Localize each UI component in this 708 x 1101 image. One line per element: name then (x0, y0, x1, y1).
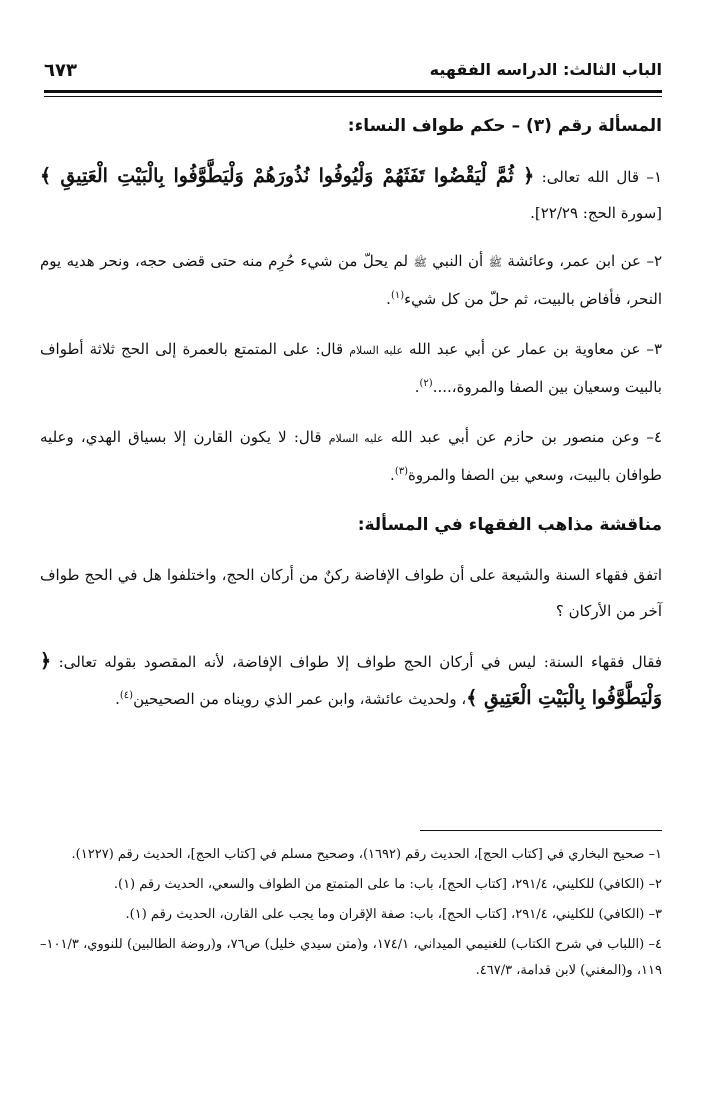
quran-verse: ﴿ وَلْيَطَّوَّفُوا بِالْبَيْتِ الْعَتِيقِ ﴾ (40, 650, 662, 709)
footnote-ref-4: (٤) (119, 690, 134, 701)
footnotes (40, 842, 662, 988)
item-4-text-a: ٤– وعن منصور بن حازم عن أبي عبد الله (383, 428, 662, 446)
evidence-item-1 (40, 158, 662, 231)
consensus-paragraph: اتفق فقهاء السنة والشيعة على أن طواف الإفاضة ركنٌ من أركان الحج، واختلفوا هل في الحج طواف آخر من الأركان ؟ (40, 566, 662, 620)
item-3-end: . (414, 378, 420, 396)
chapter-title: الباب الثالث: الدراسه الفقهيه (429, 60, 662, 79)
item-4-end: . (390, 466, 395, 484)
page-body (40, 108, 662, 731)
para-2-text-a: فقال فقهاء السنة: ليس في أركان الحج طواف إلا طواف الإفاضة، لأنه المقصود بقوله تعالى: (51, 653, 662, 671)
evidence-item-2 (40, 243, 662, 317)
page-header (44, 58, 662, 88)
footnote-separator (420, 830, 662, 831)
item-4-text-b: قال: لا يكون القارن إلا بسياق الهدي، وعليه طوافان بالبيت، وسعي بين الصفا والمروة (40, 428, 662, 484)
item-2-text-b: أن النبي (426, 252, 489, 270)
item-1-prefix: ١– قال الله تعالى: (534, 168, 662, 186)
item-2-text-c: لم يحلّ من شيء حُرِم منه حتى قضى حجه، ونحر هديه يوم النحر، فأفاض بالبيت، ثم حلّ من كل شيء (40, 252, 662, 308)
item-3-text-a: ٣– عن معاوية بن عمار عن أبي عبد الله (403, 340, 662, 358)
salutation-mark: ﷺ (488, 256, 502, 269)
footnote-1: ١– صحيح البخاري في [كتاب الحج]، الحديث رقم (١٦٩٢)، وصحيح مسلم في [كتاب الحج]، الحديث رقم (١٢٢٧). (71, 847, 662, 862)
item-2-end: . (386, 290, 391, 308)
footnote-3: ٣– (الكافي) للكليني، ٢٩١/٤، [كتاب الحج]، باب: صفة الإقران وما يجب على القارن، الحديث رقم (١). (125, 907, 662, 922)
salutation-mark: عليه السلام (328, 432, 384, 445)
item-3-text-b: قال: على المتمتع بالعمرة إلى الحج ثلاثة أطواف بالبيت وسعيان بين الصفا والمروة،.... (40, 340, 662, 396)
footnote-4: ٤– (اللباب في شرح الكتاب) للغنيمي الميداني، ١٧٤/١، و(متن سيدي خليل) ص٧٦، و(روضة الطالبين) للنووي، ١٠١/٣–١١٩، و(المغني) لابن قدامة، ٤٦٧/٣. (40, 937, 663, 978)
evidence-item-3 (40, 331, 662, 405)
sunni-view-paragraph (40, 643, 662, 717)
footnote-ref-1: (١) (390, 290, 405, 301)
quran-verse: ﴿ ثُمَّ لْيَقْضُوا تَفَثَهُمْ وَلْيُوفُوا نُذُورَهُمْ وَلْيَطَّوَّفُوا بِالْبَيْتِ الْعَتِيقِ ﴾ (40, 165, 535, 187)
discussion-heading: مناقشة مذاهب الفقهاء في المسألة: (357, 515, 662, 535)
issue-heading: المسألة رقم (٣) – حكم طواف النساء: (347, 116, 662, 136)
para-2-end: . (115, 690, 120, 708)
header-rule-thick (44, 90, 662, 93)
header-rule-thin (44, 96, 662, 97)
surah-reference: [سورة الحج: ٢٢/٢٩]. (530, 204, 662, 222)
footnote-ref-2: (٢) (419, 378, 433, 389)
item-2-text-a: ٢– عن ابن عمر، وعائشة (501, 252, 663, 270)
footnote-ref-3: (٣) (394, 466, 408, 477)
salutation-mark: ﷺ (413, 256, 427, 269)
para-2-text-b: ، ولحديث عائشة، وابن عمر الذي رويناه من الصحيحين (133, 690, 467, 708)
evidence-item-4 (40, 419, 662, 493)
footnote-2: ٢– (الكافي) للكليني، ٢٩١/٤، [كتاب الحج]، باب: ما على المتمتع من الطواف والسعي، الحديث رقم (١). (113, 877, 662, 892)
salutation-mark: عليه السلام (349, 344, 404, 357)
page-number: ٦٧٣ (44, 60, 77, 81)
